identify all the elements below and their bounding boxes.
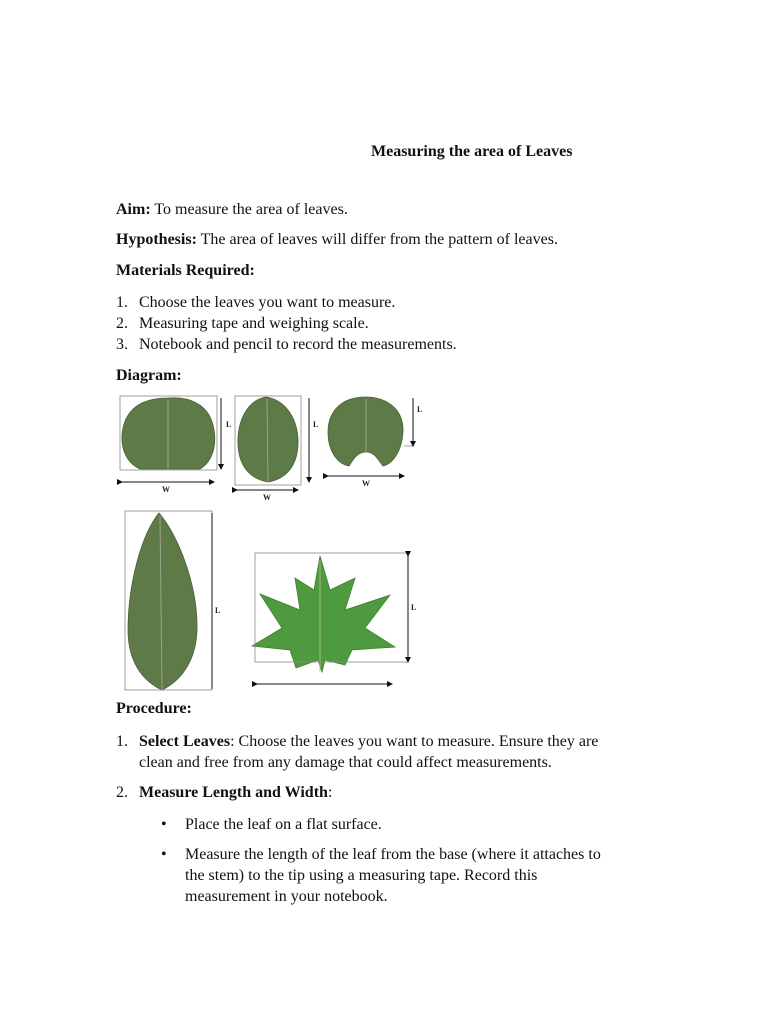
step-label: Measure Length and Width xyxy=(139,784,328,801)
materials-heading: Materials Required: xyxy=(116,262,255,279)
hypothesis-text: The area of leaves will differ from the pattern of leaves. xyxy=(196,231,558,248)
list-item: 3. Notebook and pencil to record the measurements. xyxy=(116,336,457,353)
width-label: W xyxy=(362,479,370,488)
step-label: Select Leaves xyxy=(139,733,231,750)
procedure-bullet: • Place the leaf on a flat surface. xyxy=(161,816,382,833)
elliptic-leaf-figure xyxy=(235,396,318,502)
hypothesis-label: Hypothesis: xyxy=(116,231,197,248)
cordate-leaf-figure xyxy=(328,397,422,488)
length-label: L xyxy=(313,420,319,429)
lanceolate-leaf xyxy=(128,513,197,690)
list-item: 1. Choose the leaves you want to measure. xyxy=(116,294,396,311)
aim-text: To measure the area of leaves. xyxy=(150,201,348,218)
width-label: W xyxy=(263,493,271,502)
diagram-heading: Diagram: xyxy=(116,367,182,384)
lanceolate-leaf-figure xyxy=(125,511,220,690)
procedure-step-2: 2. Measure Length and Width: xyxy=(116,784,333,801)
procedure-step-1: 1. Select Leaves: Choose the leaves you want to measure. Ensure they are clean and free from any damage that could affect measurements. xyxy=(116,733,599,771)
width-label: W xyxy=(162,485,170,494)
ovate-leaf-figure xyxy=(120,396,231,494)
maple-leaf-figure xyxy=(252,553,416,684)
length-label: L xyxy=(411,603,417,612)
length-label: L xyxy=(226,420,232,429)
procedure-bullet: • Measure the length of the leaf from the base (where it attaches to the stem) to the tip using a measuring tape. Record this measurement in your notebook. xyxy=(161,846,601,905)
maple-leaf xyxy=(252,556,395,672)
length-label: L xyxy=(417,405,423,414)
page-title: Measuring the area of Leaves xyxy=(371,143,573,160)
procedure-heading: Procedure: xyxy=(116,700,192,717)
length-label: L xyxy=(215,606,221,615)
aim-label: Aim: xyxy=(116,201,151,218)
list-item: 2. Measuring tape and weighing scale. xyxy=(116,315,369,332)
